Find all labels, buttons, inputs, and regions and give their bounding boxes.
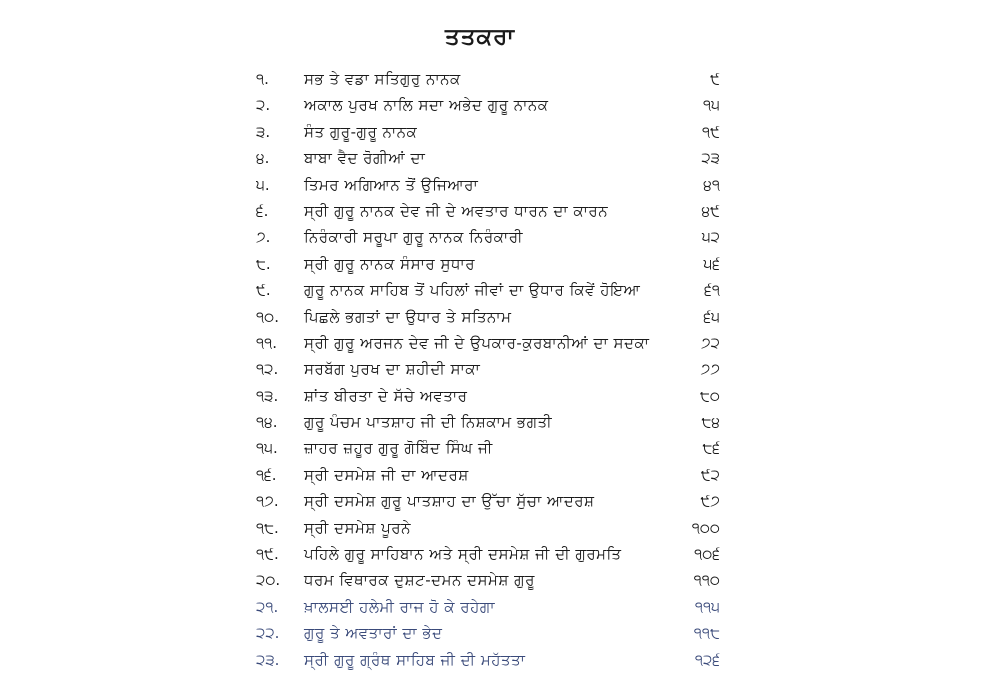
entry-title: ਨਿਰੰਕਾਰੀ ਸਰੂਪਾ ਗੁਰੂ ਨਾਨਕ ਨਿਰੰਕਾਰੀ bbox=[304, 228, 524, 247]
toc-entry bbox=[256, 383, 720, 409]
entry-number: ੨. bbox=[256, 96, 271, 115]
entry-page-number: ੧੯ bbox=[702, 122, 720, 141]
entry-title: ਗੁਰੂ ਨਾਨਕ ਸਾਹਿਬ ਤੋਂ ਪਹਿਲਾਂ ਜੀਵਾਂ ਦਾ ਉਧਾਰ ਕਿਵੇਂ ਹੋਇਆ bbox=[304, 281, 641, 300]
entry-number: ੧੨. bbox=[256, 360, 279, 379]
entry-number: ੧੯. bbox=[256, 545, 279, 564]
toc-entry bbox=[256, 435, 720, 461]
entry-page-number: ੫੬ bbox=[703, 254, 720, 273]
entry-page-number: ੧੧੫ bbox=[694, 597, 720, 616]
entry-page-number: ੪੧ bbox=[703, 175, 720, 194]
entry-number: ੯. bbox=[256, 281, 271, 300]
entry-title: ਸ੍ਰੀ ਗੁਰੂ ਗ੍ਰੰਥ ਸਾਹਿਬ ਜੀ ਦੀ ਮਹੱਤਤਾ bbox=[304, 650, 526, 669]
toc-entry bbox=[256, 330, 720, 356]
entry-title: ਤਿਮਰ ਅਗਿਆਨ ਤੋਂ ਉਜਿਆਰਾ bbox=[304, 175, 479, 194]
entry-page-number: ੧੦੬ bbox=[694, 545, 720, 564]
toc-entry bbox=[256, 567, 720, 593]
toc-entry bbox=[256, 356, 720, 382]
entry-title: ਧਰਮ ਵਿਥਾਰਕ ਦੁਸ਼ਟ-ਦਮਨ ਦਸਮੇਸ਼ ਗੁਰੂ bbox=[304, 571, 535, 590]
page-title: ਤਤਕਰਾ bbox=[445, 24, 515, 50]
entry-title: ਬਾਬਾ ਵੈਦ ਰੋਗੀਆਂ ਦਾ bbox=[304, 149, 426, 168]
toc-entry bbox=[256, 66, 720, 92]
entry-number: ੧੭. bbox=[256, 492, 279, 511]
entry-number: ੨੨. bbox=[256, 624, 280, 643]
entry-number: ੩. bbox=[256, 122, 271, 141]
toc-entry bbox=[256, 251, 720, 277]
entry-number: ੧. bbox=[256, 70, 269, 88]
entry-page-number: ੭੨ bbox=[700, 333, 720, 352]
entry-page-number: ੮੪ bbox=[701, 413, 720, 432]
entry-number: ੭. bbox=[256, 228, 271, 247]
entry-page-number: ੪੯ bbox=[701, 201, 720, 220]
entry-number: ੧੮. bbox=[256, 518, 279, 537]
entry-page-number: ੧੦੦ bbox=[691, 518, 720, 537]
entry-page-number: ੧੫ bbox=[703, 96, 720, 115]
entry-title: ਸ੍ਰੀ ਦਸਮੇਸ਼ ਗੁਰੂ ਪਾਤਸ਼ਾਹ ਦਾ ਉੱਚਾ ਸੁੱਚਾ ਆਦਰਸ਼ bbox=[304, 492, 595, 511]
entry-title: ਜ਼ਾਹਰ ਜ਼ਹੂਰ ਗੁਰੂ ਗੋਬਿੰਦ ਸਿੰਘ ਜੀ bbox=[304, 439, 493, 458]
entry-number: ੮. bbox=[256, 254, 271, 273]
toc-entry bbox=[256, 172, 720, 198]
entry-page-number: ੨੩ bbox=[701, 149, 720, 168]
entry-title: ਸ੍ਰੀ ਦਸਮੇਸ਼ ਪੂਰਨੇ bbox=[304, 518, 411, 537]
entry-page-number: ੬੫ bbox=[703, 307, 720, 326]
toc-entry bbox=[256, 647, 720, 673]
entry-number: ੧੧. bbox=[256, 333, 278, 352]
entry-page-number: ੮੦ bbox=[700, 386, 720, 405]
entry-title: ਪਿਛਲੇ ਭਗਤਾਂ ਦਾ ਉਧਾਰ ਤੇ ਸਤਿਨਾਮ bbox=[304, 307, 512, 326]
entry-number: ੧੩. bbox=[256, 386, 279, 405]
entry-title: ਸ੍ਰੀ ਗੁਰੂ ਅਰਜਨ ਦੇਵ ਜੀ ਦੇ ਉਪਕਾਰ-ਕੁਰਬਾਨੀਆਂ ਦਾ ਸਦਕਾ bbox=[304, 333, 650, 352]
entry-number: ੧੪. bbox=[256, 413, 278, 432]
entry-number: ੨੧. bbox=[256, 597, 279, 616]
entry-title: ਸਭ ਤੇ ਵਡਾ ਸਤਿਗੁਰੁ ਨਾਨਕ bbox=[304, 70, 461, 88]
table-of-contents bbox=[256, 66, 720, 673]
entry-number: ੨੩. bbox=[256, 650, 280, 669]
toc-entry bbox=[256, 277, 720, 303]
toc-entry bbox=[256, 541, 720, 567]
entry-title: ਸੰਤ ਗੁਰੂ-ਗੁਰੂ ਨਾਨਕ bbox=[304, 122, 418, 141]
entry-page-number: ੧੨੬ bbox=[694, 650, 720, 669]
entry-title: ਅਕਾਲ ਪੁਰਖ ਨਾਲਿ ਸਦਾ ਅਭੇਦ ਗੁਰੂ ਨਾਨਕ bbox=[304, 96, 549, 115]
toc-entry bbox=[256, 119, 720, 145]
entry-page-number: ੧੧੦ bbox=[693, 571, 720, 590]
toc-entry bbox=[256, 198, 720, 224]
entry-title: ਸਰਬੱਗ ਪੁਰਖ ਦਾ ਸ਼ਹੀਦੀ ਸਾਕਾ bbox=[304, 360, 481, 379]
entry-page-number: ੯੭ bbox=[700, 492, 720, 511]
entry-page-number: ੮੬ bbox=[702, 439, 720, 458]
toc-entry bbox=[256, 515, 720, 541]
entry-number: ੫. bbox=[256, 175, 270, 194]
entry-number: ੬. bbox=[256, 201, 269, 220]
entry-title: ਗੁਰੂ ਤੇ ਅਵਤਾਰਾਂ ਦਾ ਭੇਦ bbox=[304, 624, 443, 643]
entry-page-number: ੧੧੮ bbox=[693, 624, 720, 643]
toc-entry bbox=[256, 620, 720, 646]
entry-number: ੪. bbox=[256, 149, 270, 168]
toc-entry bbox=[256, 92, 720, 118]
entry-number: ੧੫. bbox=[256, 439, 278, 458]
toc-entry bbox=[256, 409, 720, 435]
entry-title: ਗੁਰੂ ਪੰਚਮ ਪਾਤਸ਼ਾਹ ਜੀ ਦੀ ਨਿਸ਼ਕਾਮ ਭਗਤੀ bbox=[304, 413, 553, 432]
entry-title: ਸ੍ਰੀ ਦਸਮੇਸ਼ ਜੀ ਦਾ ਆਦਰਸ਼ bbox=[304, 465, 469, 484]
entry-page-number: ੬੧ bbox=[704, 281, 720, 300]
entry-page-number: ੭੭ bbox=[700, 360, 720, 379]
toc-entry bbox=[256, 224, 720, 250]
entry-title: ਸ਼ਾਂਤ ਬੀਰਤਾ ਦੇ ਸੱਚੇ ਅਵਤਾਰ bbox=[304, 386, 468, 405]
toc-entry bbox=[256, 488, 720, 514]
toc-entry bbox=[256, 462, 720, 488]
entry-title: ਸ੍ਰੀ ਗੁਰੂ ਨਾਨਕ ਦੇਵ ਜੀ ਦੇ ਅਵਤਾਰ ਧਾਰਨ ਦਾ ਕਾਰਨ bbox=[304, 201, 609, 220]
entry-page-number: ੫੨ bbox=[701, 228, 720, 247]
entry-page-number: ੯੨ bbox=[700, 465, 720, 484]
toc-entry bbox=[256, 145, 720, 171]
entry-title: ਪਹਿਲੇ ਗੁਰੂ ਸਾਹਿਬਾਨ ਅਤੇ ਸ੍ਰੀ ਦਸਮੇਸ਼ ਜੀ ਦੀ ਗੁਰਮਤਿ bbox=[304, 545, 622, 564]
entry-number: ੧੬. bbox=[256, 465, 277, 484]
entry-title: ਸ੍ਰੀ ਗੁਰੂ ਨਾਨਕ ਸੰਸਾਰ ਸੁਧਾਰ bbox=[304, 254, 475, 273]
entry-title: ਖ਼ਾਲਸਈ ਹਲੇਮੀ ਰਾਜ ਹੋ ਕੇ ਰਹੇਗਾ bbox=[304, 597, 496, 616]
entry-page-number: ੯ bbox=[710, 70, 720, 88]
entry-number: ੧੦. bbox=[256, 307, 279, 326]
toc-entry bbox=[256, 594, 720, 620]
toc-entry bbox=[256, 304, 720, 330]
entry-number: ੨੦. bbox=[256, 571, 281, 590]
